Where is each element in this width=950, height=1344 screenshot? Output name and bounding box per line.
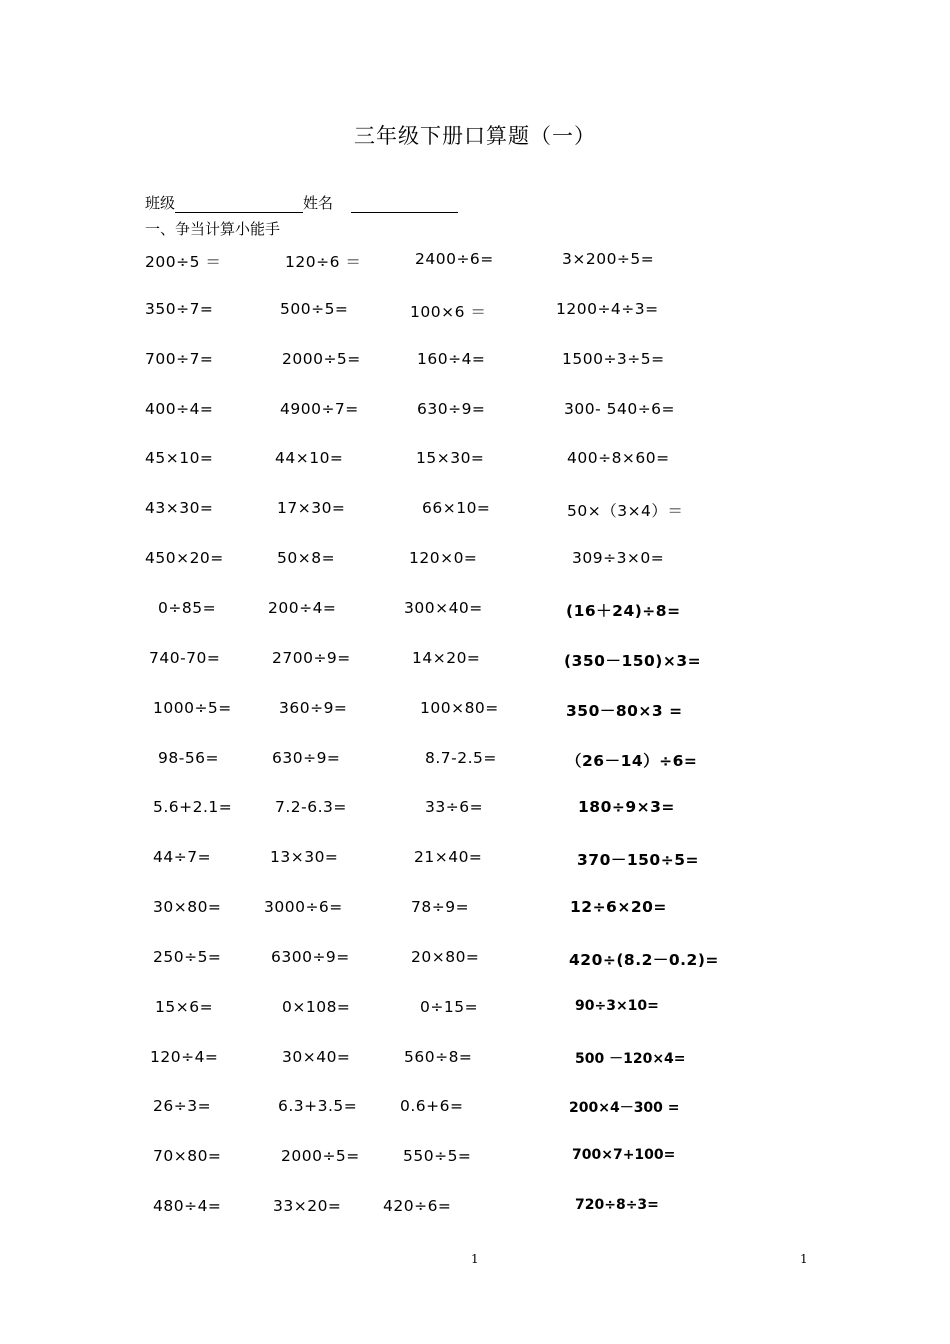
problem-r4-c4: 300- 540÷6= [564,399,676,418]
problem-r11-c2: 630÷9= [272,748,341,767]
problem-r3-c2: 2000÷5= [282,349,361,368]
page-number-center: 1 [471,1252,479,1266]
problem-r19-c3: 550÷5= [403,1147,472,1166]
problem-r5-c3: 15×30= [416,449,485,468]
problem-r6-c2: 17×30= [277,499,346,518]
problem-r18-c4: 200×4－300 = [569,1100,680,1117]
problem-r15-c3: 20×80= [411,947,480,966]
problem-r7-c1: 450×20= [145,549,224,568]
problem-r2-c4: 1200÷4÷3= [556,299,659,318]
problem-r1-c1: 200÷5 ＝ [145,253,222,271]
problem-r10-c3: 100×80= [420,698,499,717]
name-label: 姓名 [303,194,334,212]
problem-r19-c2: 2000÷5= [281,1147,360,1166]
problem-r1-c4: 3×200÷5= [562,250,655,268]
page-number-right: 1 [800,1252,808,1266]
problem-r1-c3: 2400÷6= [415,250,494,268]
problem-r2-c3: 100×6 ＝ [410,302,487,321]
problem-r11-c1: 98-56= [158,748,220,767]
problem-r20-c2: 33×20= [273,1197,342,1216]
problem-r20-c1: 480÷4= [153,1197,222,1216]
problem-r19-c4: 700×7+100= [572,1147,676,1164]
problem-r16-c4: 90÷3×10= [575,997,659,1014]
problem-r16-c1: 15×6= [155,997,214,1016]
student-info [145,192,458,213]
problem-r9-c3: 14×20= [412,648,481,667]
problem-r14-c3: 78÷9= [411,898,470,917]
problem-r15-c4: 420÷(8.2－0.2)= [569,950,719,969]
problem-r15-c2: 6300÷9= [271,947,350,966]
problem-r6-c1: 43×30= [145,499,214,518]
problem-r14-c2: 3000÷6= [264,898,343,917]
problem-r10-c2: 360÷9= [279,698,348,717]
problem-r6-c4: 50×（3×4）＝ [567,502,684,521]
problem-r14-c4: 12÷6×20= [570,898,667,917]
problem-r7-c4: 309÷3×0= [572,549,665,568]
page-title: 三年级下册口算题（一） [354,124,596,148]
problem-r9-c2: 2700÷9= [272,648,351,667]
problem-r7-c2: 50×8= [277,549,336,568]
problem-r20-c4: 720÷8÷3= [575,1197,659,1214]
problem-r4-c1: 400÷4= [145,399,214,418]
problem-r4-c3: 630÷9= [417,399,486,418]
problem-r5-c2: 44×10= [275,449,344,468]
problem-r14-c1: 30×80= [153,898,222,917]
problem-r8-c3: 300×40= [404,598,483,617]
problem-r13-c3: 21×40= [414,848,483,867]
problem-r4-c2: 4900÷7= [280,399,359,418]
problem-r17-c4: 500 －120×4= [575,1050,686,1067]
problem-r18-c2: 6.3+3.5= [278,1097,358,1116]
problem-r5-c4: 400÷8×60= [567,449,670,468]
problem-r7-c3: 120×0= [409,549,478,568]
problem-r10-c1: 1000÷5= [153,698,232,717]
problem-r15-c1: 250÷5= [153,947,222,966]
problem-r16-c3: 0÷15= [420,997,479,1016]
problem-r3-c4: 1500÷3÷5= [562,349,665,368]
problem-r8-c4: (16＋24)÷8= [566,601,681,620]
problem-r2-c1: 350÷7= [145,299,214,318]
problem-r12-c3: 33÷6= [425,798,484,817]
class-label: 班级 [145,194,176,212]
problem-r18-c3: 0.6+6= [400,1097,464,1116]
problem-r11-c4: （26－14）÷6= [566,751,698,770]
problem-r1-c2: 120÷6 ＝ [285,253,362,271]
problem-r17-c1: 120÷4= [150,1047,219,1066]
problem-r8-c1: 0÷85= [158,598,217,617]
name-blank[interactable] [351,196,458,213]
problem-r13-c1: 44÷7= [153,848,212,867]
problem-r8-c2: 200÷4= [268,598,337,617]
problem-r13-c4: 370－150÷5= [577,851,699,870]
problem-r12-c4: 180÷9×3= [578,798,675,817]
problem-r9-c4: (350－150)×3= [564,651,702,670]
problem-r19-c1: 70×80= [153,1147,222,1166]
problem-r6-c3: 66×10= [422,499,491,518]
section-title: 一、争当计算小能手 [145,220,281,238]
problem-r3-c1: 700÷7= [145,349,214,368]
problem-r18-c1: 26÷3= [153,1097,212,1116]
problem-r11-c3: 8.7-2.5= [425,748,497,767]
problem-r9-c1: 740-70= [149,648,221,667]
problem-r20-c3: 420÷6= [383,1197,452,1216]
problem-r12-c1: 5.6+2.1= [153,798,233,817]
problem-r10-c4: 350－80×3 = [566,701,683,720]
problem-r12-c2: 7.2-6.3= [275,798,347,817]
problem-r17-c3: 560÷8= [404,1047,473,1066]
class-blank[interactable] [175,196,303,213]
problem-r13-c2: 13×30= [270,848,339,867]
problem-r2-c2: 500÷5= [280,299,349,318]
problem-r3-c3: 160÷4= [417,349,486,368]
problem-r17-c2: 30×40= [282,1047,351,1066]
problem-r5-c1: 45×10= [145,449,214,468]
problem-r16-c2: 0×108= [282,997,351,1016]
